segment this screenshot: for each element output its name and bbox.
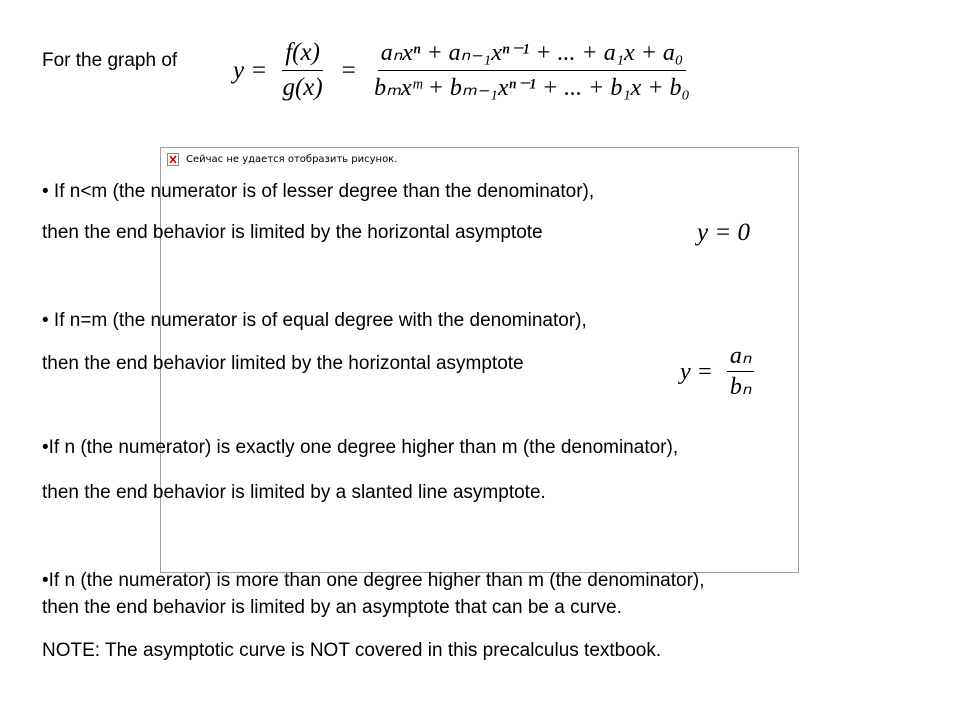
broken-image-icon bbox=[167, 153, 179, 166]
polynomial-denominator: bₘxᵐ + bₘ₋₁xⁿ⁻¹ + ... + b₁x + b₀ bbox=[374, 75, 690, 101]
case2-formula bbox=[680, 343, 754, 400]
f-numerator: f(x) bbox=[282, 38, 323, 71]
broken-image-message: Сейчас не удается отобразить рисунок. bbox=[186, 154, 398, 165]
equation-lhs: y = bbox=[233, 56, 268, 84]
polynomial-fraction bbox=[371, 38, 693, 103]
case2-formula-lhs: y = bbox=[680, 358, 713, 385]
case2-fraction bbox=[727, 343, 755, 400]
case2-formula-denominator: bₙ bbox=[729, 374, 752, 400]
equation-equals: = bbox=[339, 56, 357, 84]
case1-formula: y = 0 bbox=[697, 219, 750, 246]
case2-formula-numerator: aₙ bbox=[727, 343, 755, 372]
intro-label: For the graph of bbox=[42, 50, 178, 71]
f-over-g-fraction bbox=[279, 38, 325, 103]
main-equation bbox=[233, 38, 693, 103]
case4-line2: then the end behavior is limited by an asymptote that can be a curve. bbox=[42, 597, 622, 618]
case3-line1: •If n (the numerator) is exactly one degree higher than m (the denominator), bbox=[42, 437, 679, 458]
case2-line1: • If n=m (the numerator is of equal degree with the denominator), bbox=[42, 310, 587, 331]
g-denominator: g(x) bbox=[282, 74, 323, 101]
note-text: NOTE: The asymptotic curve is NOT covered in this precalculus textbook. bbox=[42, 640, 662, 661]
case1-line2: then the end behavior is limited by the horizontal asymptote bbox=[42, 222, 543, 243]
case3-line2: then the end behavior is limited by a slanted line asymptote. bbox=[42, 482, 546, 503]
case2-line2: then the end behavior limited by the horizontal asymptote bbox=[42, 353, 524, 374]
case4-line1: •If n (the numerator) is more than one degree higher than m (the denominator), bbox=[42, 570, 705, 591]
case1-line1: • If n<m (the numerator is of lesser degree than the denominator), bbox=[42, 181, 595, 202]
polynomial-numerator: aₙxⁿ + aₙ₋₁xⁿ⁻¹ + ... + a₁x + a₀ bbox=[378, 38, 687, 71]
